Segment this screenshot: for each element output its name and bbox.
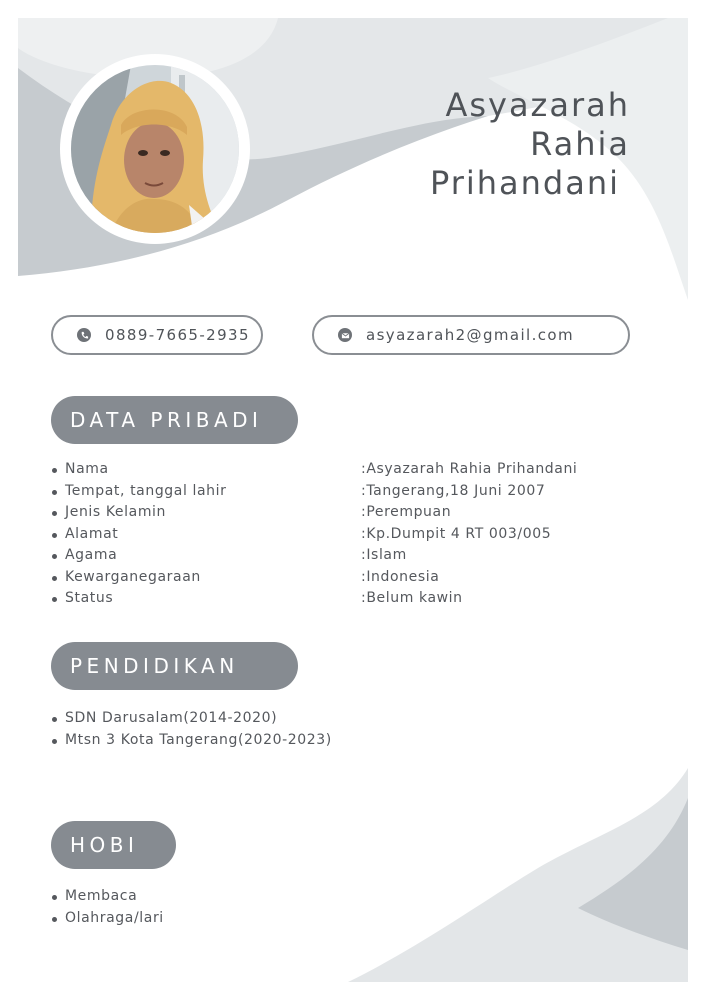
email-icon <box>338 328 352 342</box>
personal-label: Kewarganegaraan <box>65 568 201 585</box>
section-title-education: PENDIDIKAN <box>70 654 239 678</box>
personal-label: Tempat, tanggal lahir <box>65 482 227 499</box>
list-item: SDN Darusalam(2014-2020) <box>51 708 332 730</box>
name-line-1: Asyazarah <box>445 86 630 124</box>
hobby-list <box>51 886 164 929</box>
list-item <box>51 567 651 589</box>
section-header-hobby <box>51 821 176 869</box>
profile-photo-illustration <box>71 65 239 233</box>
full-name <box>430 86 630 203</box>
list-item <box>51 545 651 567</box>
list-item: Olahraga/lari <box>51 908 164 930</box>
personal-value: :Belum kawin <box>361 590 463 606</box>
personal-label: Agama <box>65 547 118 563</box>
phone-number: 0889-7665-2935 <box>105 326 250 344</box>
phone-contact <box>51 315 263 355</box>
personal-label: Status <box>65 590 114 606</box>
section-header-education <box>51 642 298 690</box>
personal-value: :Islam <box>361 547 407 563</box>
resume-page <box>18 18 688 982</box>
email-contact <box>312 315 630 355</box>
personal-value: :Perempuan <box>361 504 452 520</box>
personal-label: Nama <box>65 461 109 477</box>
avatar <box>60 54 250 244</box>
phone-icon <box>77 328 91 342</box>
email-address: asyazarah2@gmail.com <box>366 326 575 344</box>
list-item: Membaca <box>51 886 164 908</box>
personal-label: Alamat <box>65 525 119 542</box>
list-item: Mtsn 3 Kota Tangerang(2020-2023) <box>51 730 332 752</box>
list-item <box>51 481 651 503</box>
list-item <box>51 459 651 481</box>
personal-value: :Asyazarah Rahia Prihandani <box>361 461 578 477</box>
section-title-hobby: HOBI <box>70 833 139 857</box>
personal-value: :Tangerang,18 Juni 2007 <box>361 482 546 499</box>
list-item <box>51 588 651 610</box>
personal-value: :Indonesia <box>361 568 440 585</box>
list-item <box>51 524 651 546</box>
personal-label: Jenis Kelamin <box>65 504 167 520</box>
personal-value: :Kp.Dumpit 4 RT 003/005 <box>361 525 552 542</box>
name-line-3: Prihandani <box>429 164 620 202</box>
list-item <box>51 502 651 524</box>
profile-photo <box>71 65 239 233</box>
section-title-personal: DATA PRIBADI <box>70 408 263 432</box>
personal-data-list <box>51 459 651 610</box>
name-line-2: Rahia <box>530 125 630 163</box>
education-list <box>51 708 332 751</box>
section-header-personal <box>51 396 298 444</box>
